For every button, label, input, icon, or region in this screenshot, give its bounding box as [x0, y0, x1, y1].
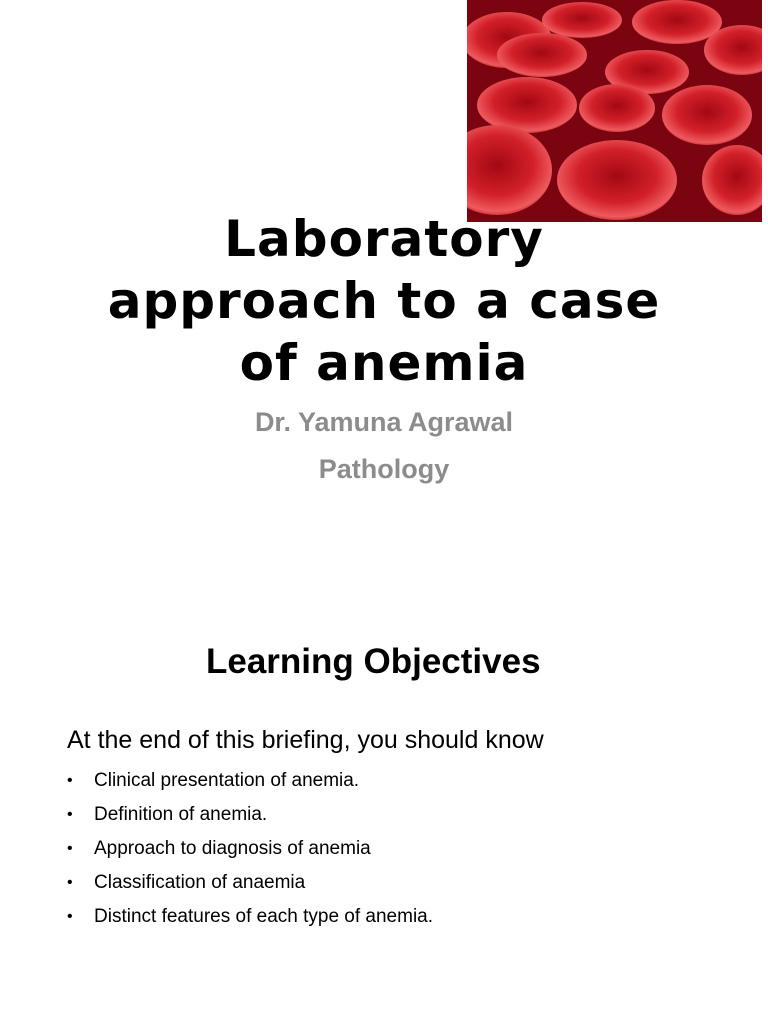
list-item-text: Definition of anemia.	[94, 804, 268, 825]
list-item-text: Clinical presentation of anemia.	[94, 770, 360, 791]
list-item-text: Distinct features of each type of anemia.	[94, 906, 434, 927]
list-item-text: Approach to diagnosis of anemia	[94, 838, 371, 859]
objectives-title: Learning Objectives	[206, 642, 541, 681]
list-item	[67, 832, 433, 866]
list-item	[67, 764, 433, 798]
objectives-list	[67, 764, 433, 934]
red-blood-cells-icon	[467, 0, 762, 222]
bullet-icon: •	[67, 806, 73, 823]
bullet-icon: •	[67, 840, 73, 857]
author-name: Dr. Yamuna Agrawal	[254, 407, 514, 437]
bullet-icon: •	[67, 874, 73, 891]
bullet-icon: •	[67, 772, 73, 789]
list-item	[67, 798, 433, 832]
list-item-text: Classification of anaemia	[94, 872, 306, 893]
red-blood-cells-image	[467, 0, 762, 222]
presentation-title	[0, 208, 768, 394]
title-line: Laboratory	[224, 210, 544, 268]
objectives-intro: At the end of this briefing, you should know	[67, 726, 544, 754]
bullet-icon: •	[67, 908, 73, 925]
title-line: of anemia	[239, 334, 529, 392]
list-item	[67, 866, 433, 900]
department-name: Pathology	[318, 454, 450, 484]
title-line: approach to a case	[107, 272, 661, 330]
list-item	[67, 900, 433, 934]
